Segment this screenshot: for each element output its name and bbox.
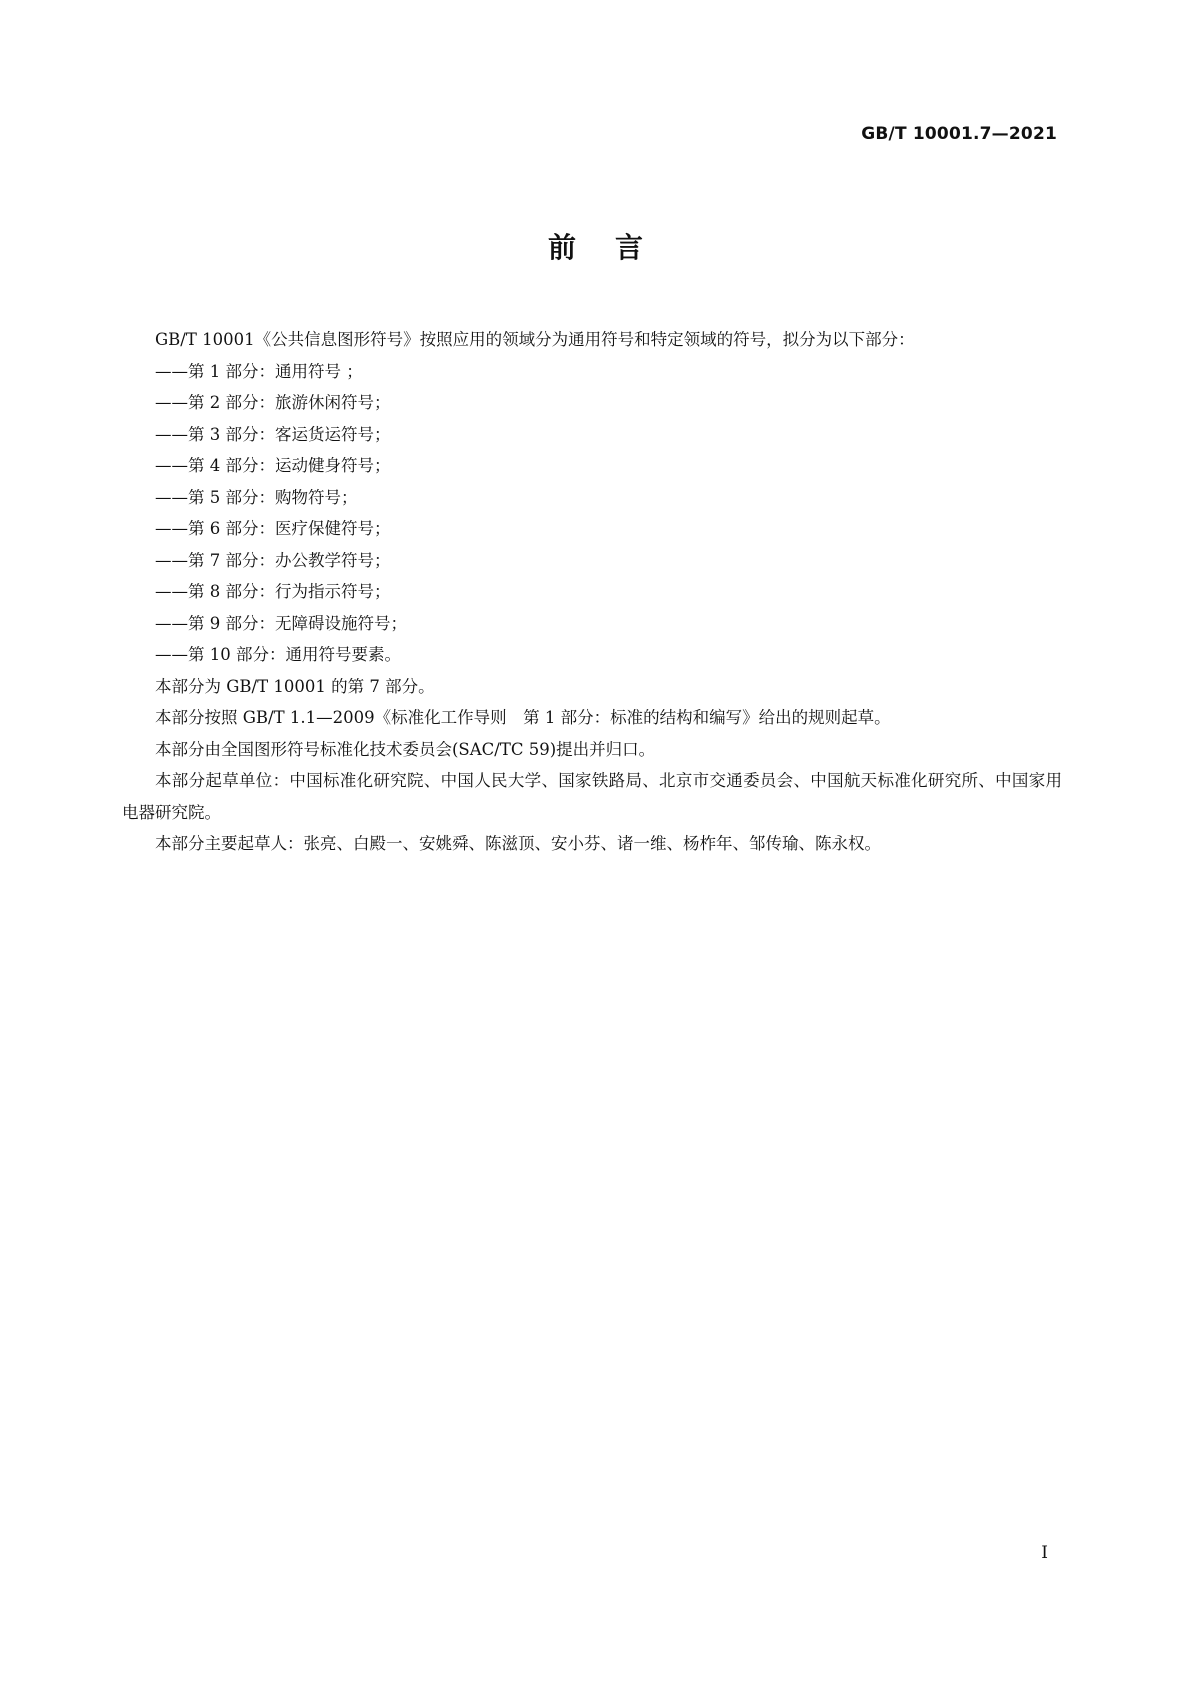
drafters-paragraph: 本部分主要起草人：张亮、白殿一、安姚舜、陈滋顶、安小芬、诸一维、杨柞年、邹传瑜、陈永权。 (155, 834, 881, 853)
list-item: ——第 10 部分：通用符号要素。 (155, 645, 401, 664)
intro-paragraph: GB/T 10001《公共信息图形符号》按照应用的领域分为通用符号和特定领域的符号，拟分为以下部分： (155, 330, 915, 349)
drafting-units-paragraph: 本部分起草单位：中国标准化研究院、中国人民大学、国家铁路局、北京市交通委员会、中国航天标准化研究所、中国家用电器研究院。 (122, 771, 1062, 822)
proposer-paragraph: 本部分由全国图形符号标准化技术委员会(SAC/TC 59)提出并归口。 (155, 739, 656, 759)
list-item: ——第 1 部分：通用符号 ； (155, 361, 363, 381)
parts-list (122, 356, 1062, 671)
page-number: I (1041, 1543, 1048, 1563)
list-item: ——第 8 部分：行为指示符号； (155, 582, 391, 601)
list-item: ——第 5 部分：购物符号； (155, 487, 358, 507)
list-item: ——第 9 部分：无障碍设施符号； (155, 613, 407, 633)
part-statement-paragraph: 本部分为 GB/T 10001 的第 7 部分。 (155, 676, 435, 696)
drafting-rules-paragraph: 本部分按照 GB/T 1.1—2009《标准化工作导则 第 1 部分：标准的结构和编写》给出的规则起草。 (155, 708, 891, 727)
foreword-body (122, 324, 1062, 860)
page-title: 前 言 (548, 231, 643, 264)
list-item: ——第 7 部分：办公教学符号； (155, 550, 391, 570)
list-item: ——第 4 部分：运动健身符号； (155, 456, 391, 475)
list-item: ——第 3 部分：客运货运符号； (155, 424, 391, 444)
list-item: ——第 6 部分：医疗保健符号； (155, 519, 391, 538)
standard-number-header: GB/T 10001.7—2021 (861, 124, 1057, 144)
list-item: ——第 2 部分：旅游休闲符号； (155, 393, 391, 412)
